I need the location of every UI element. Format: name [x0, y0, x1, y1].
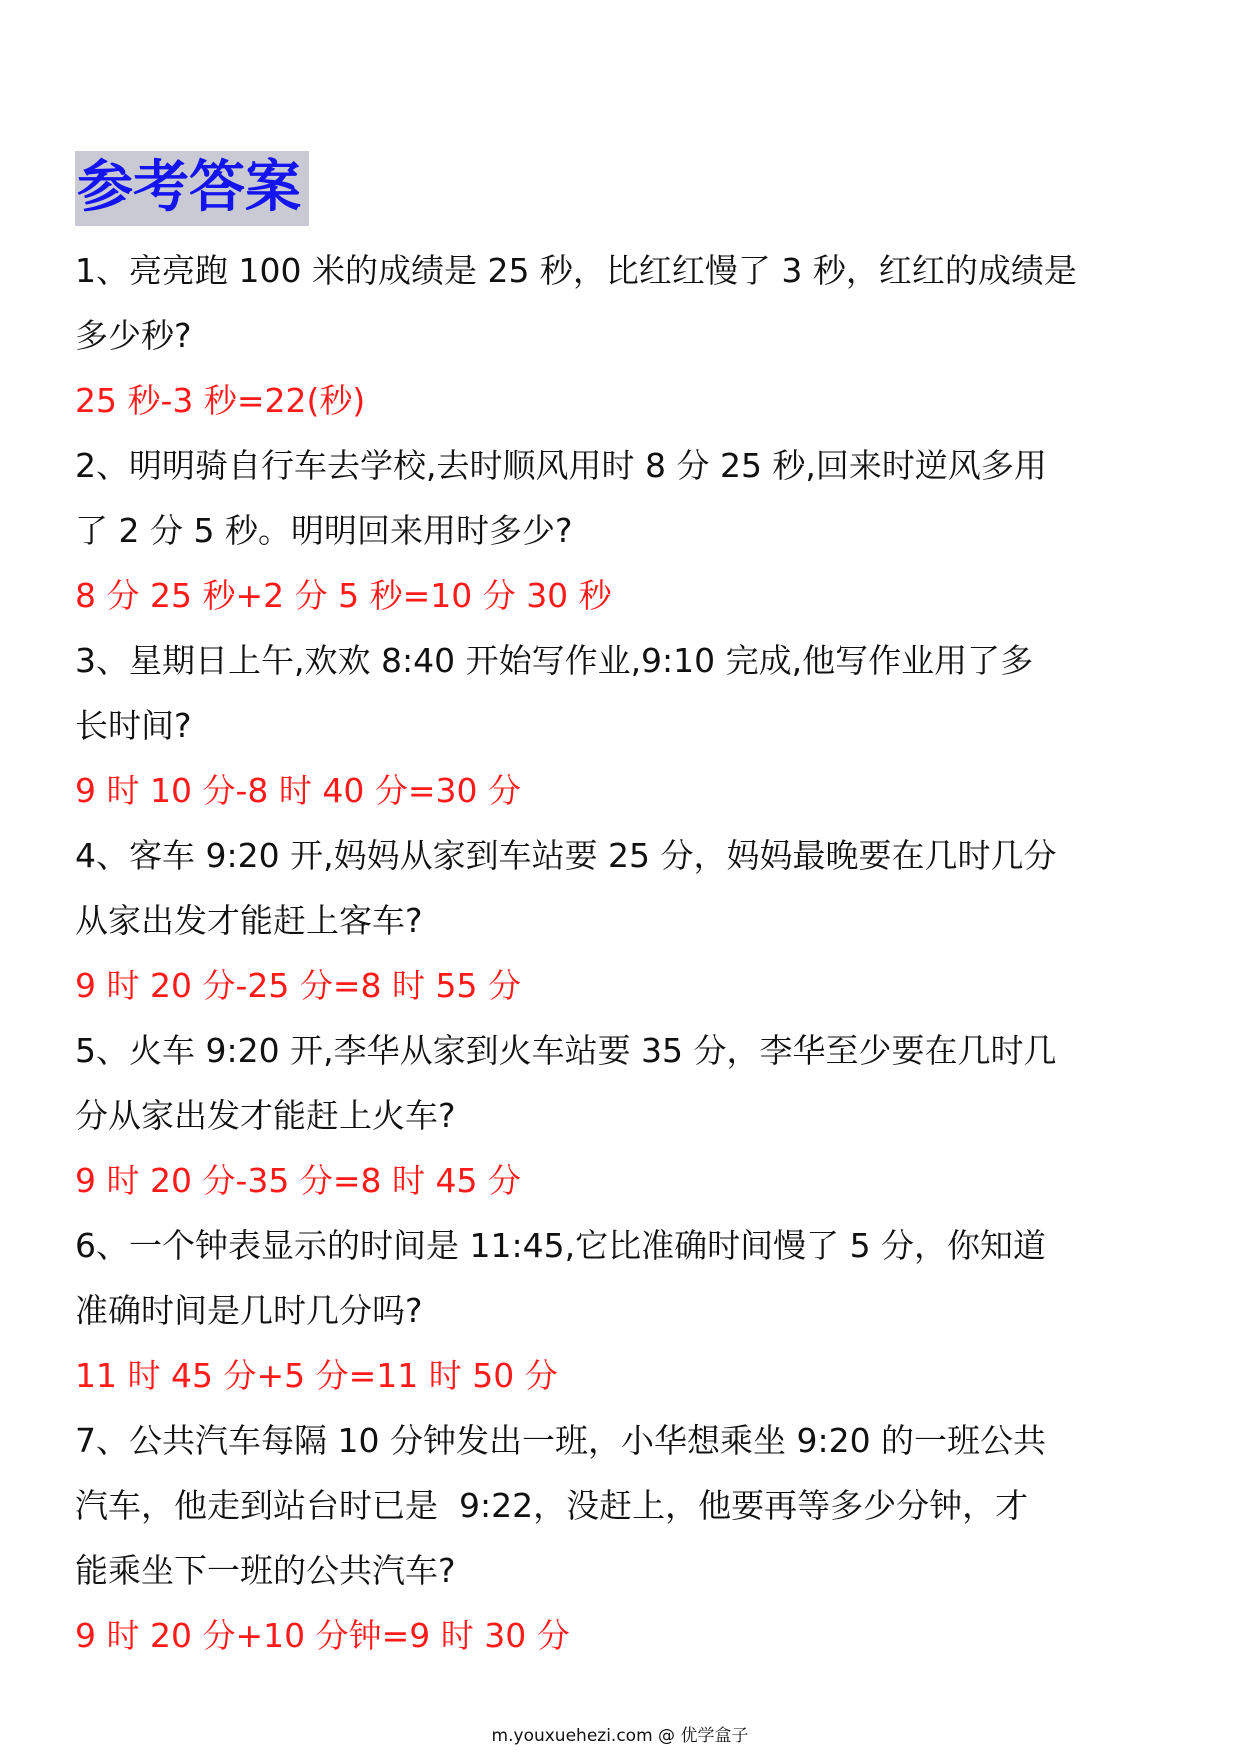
question-7-line-3: 能乘坐下一班的公共汽车? — [75, 1551, 456, 1590]
question-5-line-1: 5、火车 9:20 开,李华从家到火车站要 35 分，李华至少要在几时几 — [75, 1031, 1057, 1070]
question-4-line-2: 从家出发才能赶上客车? — [75, 901, 423, 940]
question-2-line-2: 了 2 分 5 秒。明明回来用时多少? — [75, 511, 573, 550]
answer-4: 9 时 20 分-25 分=8 时 55 分 — [75, 966, 521, 1005]
answer-list — [75, 238, 1170, 1668]
question-3-line-1: 3、星期日上午,欢欢 8:40 开始写作业,9:10 完成,他写作业用了多 — [75, 641, 1034, 680]
question-1-line-2: 多少秒? — [75, 316, 192, 355]
question-3-line-2: 长时间? — [75, 706, 192, 745]
question-1-line-1: 1、亮亮跑 100 米的成绩是 25 秒，比红红慢了 3 秒，红红的成绩是 — [75, 251, 1077, 290]
question-2-line-1: 2、明明骑自行车去学校,去时顺风用时 8 分 25 秒,回来时逆风多用 — [75, 446, 1047, 485]
answer-6: 11 时 45 分+5 分=11 时 50 分 — [75, 1356, 558, 1395]
answer-1: 25 秒-3 秒=22(秒) — [75, 381, 366, 420]
question-6-line-1: 6、一个钟表显示的时间是 11:45,它比准确时间慢了 5 分，你知道 — [75, 1226, 1047, 1265]
question-7-line-1: 7、公共汽车每隔 10 分钟发出一班，小华想乘坐 9:20 的一班公共 — [75, 1421, 1047, 1460]
question-5-line-2: 分从家出发才能赶上火车? — [75, 1096, 456, 1135]
question-4-line-1: 4、客车 9:20 开,妈妈从家到车站要 25 分，妈妈最晚要在几时几分 — [75, 836, 1057, 875]
question-6-line-2: 准确时间是几时几分吗? — [75, 1291, 423, 1330]
question-7-line-2: 汽车，他走到站台时已是 9:22，没赶上，他要再等多少分钟，才 — [75, 1486, 1029, 1525]
footer-watermark[interactable]: m.youxuehezi.com @ 优学盒子 — [491, 1726, 749, 1746]
answer-5: 9 时 20 分-35 分=8 时 45 分 — [75, 1161, 521, 1200]
answer-7: 9 时 20 分+10 分钟=9 时 30 分 — [75, 1616, 570, 1655]
answer-3: 9 时 10 分-8 时 40 分=30 分 — [75, 771, 521, 810]
answer-2: 8 分 25 秒+2 分 5 秒=10 分 30 秒 — [75, 576, 612, 615]
page-title: 参考答案 — [77, 155, 301, 220]
